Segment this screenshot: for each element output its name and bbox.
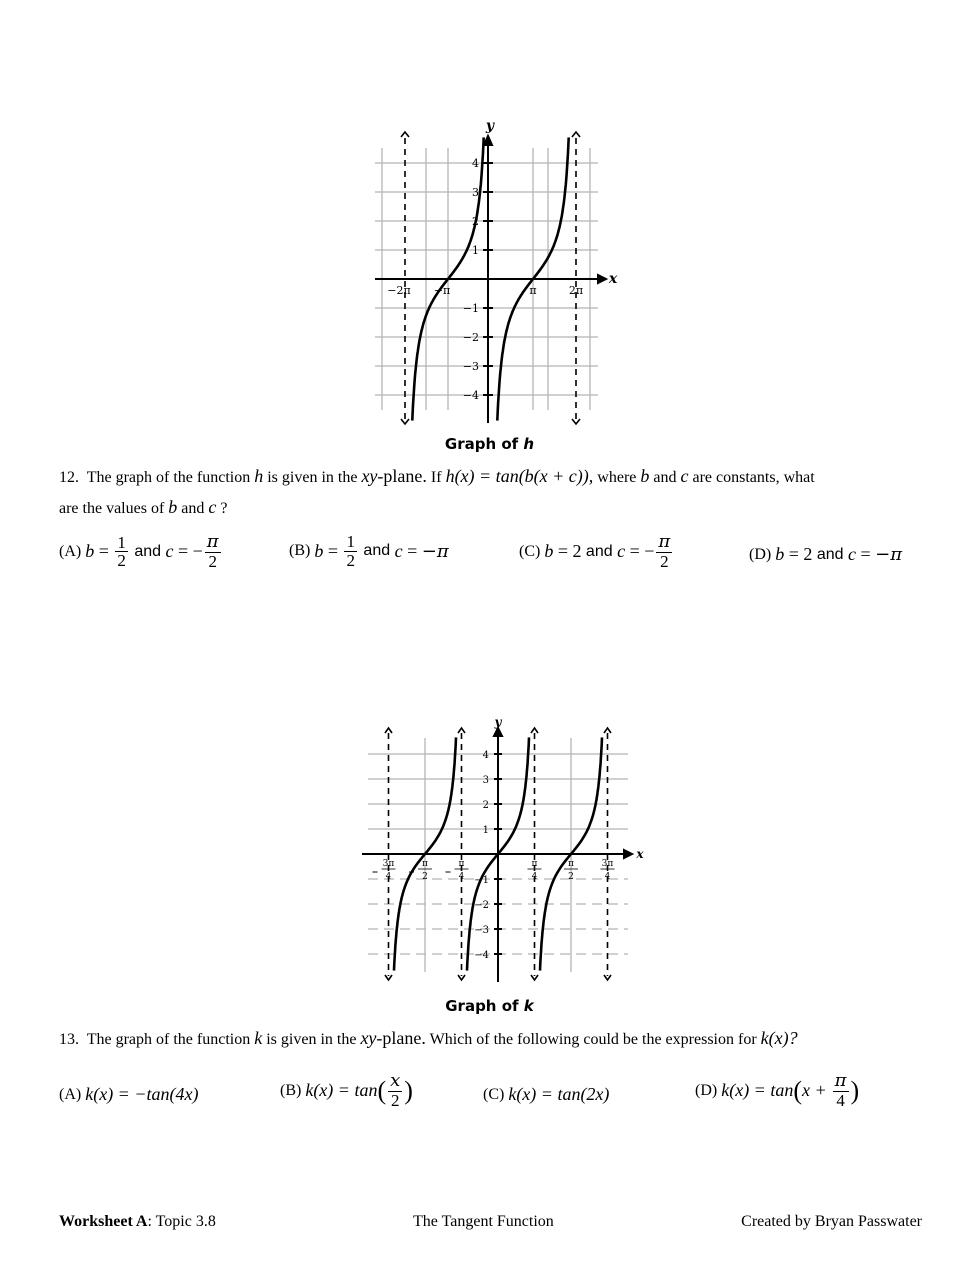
choice-label: (B) [289,542,311,560]
caption-text: Graph of [445,997,524,1015]
frac-num: π [834,1070,847,1091]
c-value: −π [875,544,903,565]
y-axis-arrow [484,136,492,145]
choice-label: (B) [280,1081,302,1099]
fraction [344,533,357,570]
y-axis-arrow [494,728,502,736]
arrowhead [401,132,409,137]
q13-number: 13. [59,1031,79,1048]
graph-k-ytick-1: 1 [482,825,489,836]
frac-den: 2 [346,550,355,570]
frac-den: 2 [660,551,669,571]
fraction [115,534,128,571]
graph-k-ytick-4: 4 [482,750,489,761]
graph-h-ytick-4: 4 [472,157,479,170]
fraction [388,1072,402,1110]
q12-text: and [177,500,209,517]
q12-choice-c[interactable]: (C) b = 2 and c = − $\frac{\pi}{2}$ [519,531,671,571]
graph-h-ytick-1: 1 [472,244,479,257]
choice-label: (C) [483,1085,505,1103]
q12-text: ? [216,500,228,517]
graph-h [360,110,630,440]
var-c: c [208,497,217,517]
frac-den: 2 [117,551,126,571]
graph-k [355,712,655,997]
frac-den: 2 [422,872,428,882]
choice-label: (A) [59,542,82,560]
frac-num: 1 [117,532,126,552]
frac-den: 2 [390,1090,400,1110]
frac-den: 4 [836,1090,845,1110]
frac-num: π [658,531,671,552]
choice-expression: k(x) = −tan(4x) [85,1084,199,1104]
inner-expression: x + [802,1080,827,1101]
graph-k-ytick-neg1: −1 [474,875,489,886]
var-b: b [168,497,178,517]
frac-den: 4 [531,872,538,882]
graph-k-ytick-neg2: −2 [474,900,489,911]
frac-num: 3π [601,859,614,869]
choice-expression: k(x) = tan [721,1080,794,1101]
fraction [205,533,221,571]
frac-num: 3π [382,859,395,869]
plane: -plane. [376,1028,426,1048]
graph-h-ytick-neg2: −2 [462,331,479,344]
graph-k-caption [0,997,979,1015]
arrowhead [531,728,538,733]
q12-line1 [59,466,815,487]
q13-text: The graph of the function [86,1031,255,1048]
graph-h-xtick-2pi: 2π [568,284,584,297]
plane: -plane. [377,466,427,486]
frac-den: 4 [385,872,392,882]
q13-choice-c[interactable] [483,1084,609,1105]
b-value: 2 [803,544,813,564]
graph-k-ytick-neg3: −3 [474,925,489,936]
graph-h-ytick-2: 2 [472,215,479,228]
q13-choice-d[interactable]: (D) k(x) = tan ( x + $\frac{\pi}{4}$ ) [695,1070,860,1110]
q12-text: are constants, what [688,469,815,486]
choice-label: (A) [59,1085,82,1103]
q13-line [59,1028,798,1049]
q12-number: 12. [59,469,79,486]
graph-h-x-label: x [608,271,618,287]
arrowhead [572,419,580,424]
graph-h-caption [0,435,979,453]
b-value: 2 [572,541,582,562]
var-h: h [254,466,264,486]
frac-den: 2 [208,551,217,571]
graph-h-xtick-negpi: −π [433,284,451,297]
frac-num: π [531,859,538,869]
graph-k-ytick-3: 3 [482,775,489,786]
choice-label: (C) [519,542,541,560]
frac-den: 2 [568,872,574,882]
sign: − [192,541,203,562]
graph-k-ytick-neg4: −4 [474,950,489,961]
caption-var: k [523,997,534,1015]
q13-text: is given in the [262,1031,361,1048]
graph-h-ytick-3: 3 [472,186,479,199]
footer-worksheet: Worksheet A [59,1213,148,1230]
x-axis-arrow [598,275,606,283]
arrowhead [458,728,465,733]
graph-h-y-label: y [485,118,495,134]
footer-topic: : Topic 3.8 [147,1213,216,1230]
sign: − [644,541,655,562]
kx: k(x)? [760,1028,798,1048]
q12-choice-a[interactable]: (A) b = $\frac{1}{2}$ and c = − $\frac{\pi}{2}$ [59,531,219,571]
frac-num: x [390,1070,401,1091]
graph-k-ytick-2: 2 [482,800,489,811]
frac-den: 4 [458,872,465,882]
frac-den: 4 [604,872,611,882]
footer-left [59,1213,216,1231]
q12-line2 [59,497,228,518]
fraction [833,1072,849,1110]
var-b: b [640,466,650,486]
q12-text: where [593,469,641,486]
q12-text: and [649,469,681,486]
footer-center: The Tangent Function [413,1213,554,1230]
footer-right: Created by Bryan Passwater [741,1213,922,1230]
graph-h-ytick-neg4: −4 [462,389,479,402]
arrowhead [385,728,392,733]
arrowhead [401,419,409,424]
caption-text: Graph of [444,435,524,453]
choice-label: (D) [749,545,772,563]
graph-h-xtick-pi: π [529,284,537,297]
graph-h-ytick-neg3: −3 [462,360,479,373]
q12-text: is given in the [263,469,362,486]
q12-choice-b[interactable]: (B) b = $\frac{1}{2}$ and c = −π [289,532,449,570]
arrowhead [572,132,580,137]
var-k: k [254,1028,263,1048]
c-value: −π [421,540,449,562]
q13-choice-a[interactable] [59,1084,198,1105]
frac-num: π [206,531,219,552]
fraction [656,533,672,571]
frac-num: π [422,859,428,869]
q12-text: If [426,469,446,486]
q12-choice-d[interactable]: (D) b = 2 and c = −π [749,544,903,565]
xy: xy [360,1028,377,1048]
frac-num: π [458,859,465,869]
graph-h-xtick-neg2pi: −2π [387,284,411,297]
graph-k-y-label: y [494,715,502,729]
xy: xy [361,466,378,486]
graph-h-ytick-neg1: −1 [462,302,479,315]
q12-text: are the values of [59,500,169,517]
var-c: c [680,466,689,486]
arrowhead [604,728,611,733]
caption-var: h [523,435,535,453]
choice-expression: k(x) = tan [305,1080,378,1101]
frac-num: 1 [346,532,355,551]
choice-label: (D) [695,1081,718,1099]
graph-k-x-label: x [636,847,644,861]
q13-text: Which of the following could be the expression for [425,1031,761,1048]
choice-expression: k(x) = tan(2x) [508,1084,610,1104]
q12-text: The graph of the function [86,469,255,486]
q13-choice-b[interactable]: (B) k(x) = tan ( $\frac{x}{2}$ ) [280,1070,413,1110]
x-axis-arrow [624,850,632,858]
q12-function: h(x) = tan(b(x + c)), [445,466,594,486]
frac-num: π [568,859,574,869]
